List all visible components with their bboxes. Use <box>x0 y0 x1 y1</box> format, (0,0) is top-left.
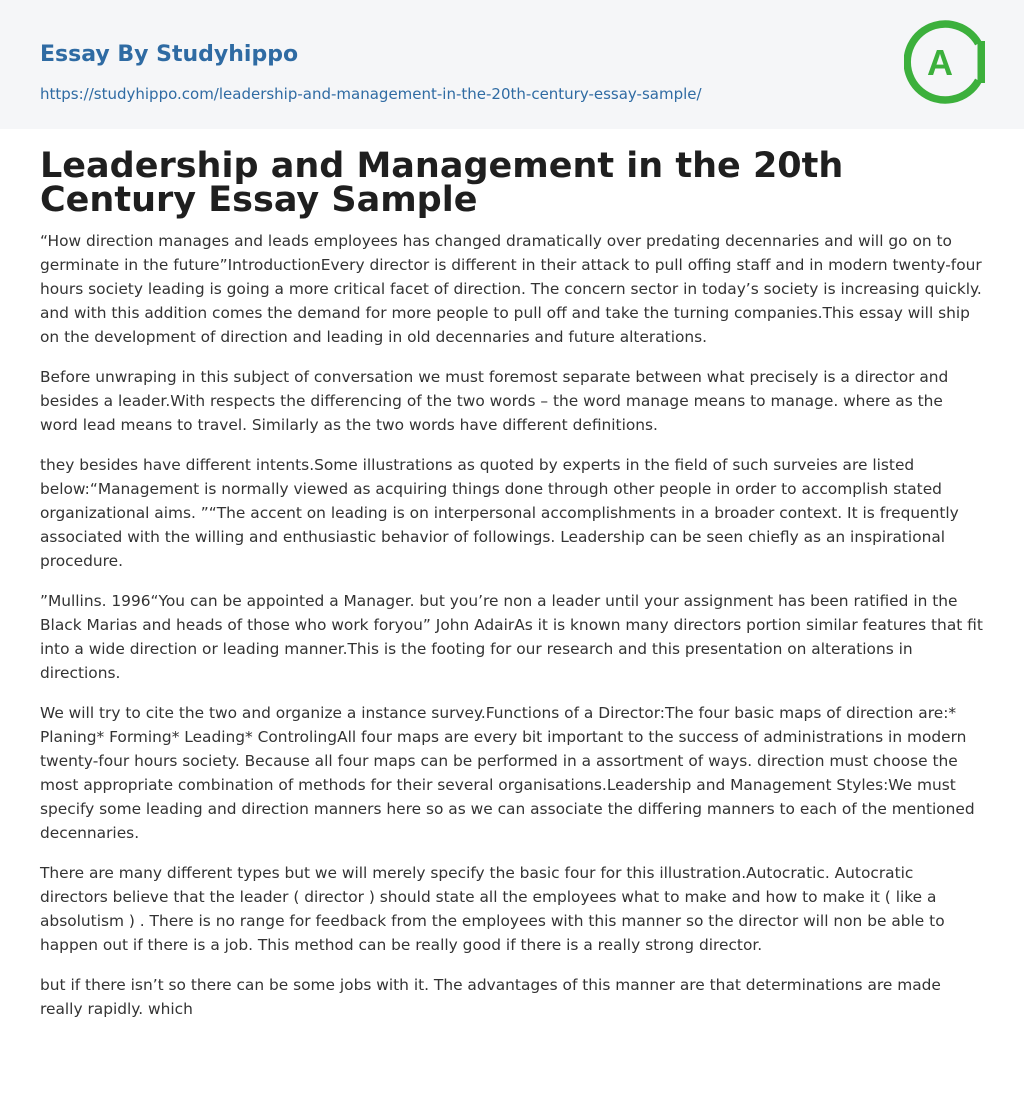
paragraph: Before unwraping in this subject of conversation we must foremost separate between what precisely is a director and besides a leader.With respects the differencing of the two words – the word manage means to manage. where as the word lead means to travel. Similarly as the two words have different definitions. <box>40 368 949 434</box>
paragraph: ”Mullins. 1996“You can be appointed a Manager. but you’re non a leader until your assignment has been ratified in the Black Marias and heads of those who work foryou” John AdairAs it is known many directors portion similar features that fit into a wide direction or leading manner.This is the footing for our research and this presentation on alterations in directions. <box>40 592 983 682</box>
paragraph: they besides have different intents.Some illustrations as quoted by experts in the field of such surveies are listed below:“Management is normally viewed as acquiring things done through other people in order to accomplish stated organizational aims. ”“The accent on leading is on interpersonal accomplishments in a broader context. It is frequently associated with the willing and enthusiastic behavior of followings. Leadership can be seen chiefly as an inspirational procedure. <box>40 456 959 570</box>
studyhippo-logo-icon[interactable] <box>904 18 988 106</box>
page-title: Leadership and Management in the 20th Century Essay Sample <box>40 146 844 220</box>
paragraph: but if there isn’t so there can be some jobs with it. The advantages of this manner are that determinations are made really rapidly. which <box>40 976 941 1018</box>
logo-letter: A <box>927 42 953 83</box>
site-brand[interactable]: Essay By Studyhippo <box>40 42 299 67</box>
article-body <box>40 229 984 1037</box>
page-url-link[interactable]: https://studyhippo.com/leadership-and-management-in-the-20th-century-essay-sample/ <box>40 85 702 103</box>
paragraph: “How direction manages and leads employees has changed dramatically over predating decennaries and will go on to germinate in the future”IntroductionEvery director is different in their attack to pull offing staff and in modern twenty-four hours society leading is going a more critical facet of direction. The concern sector in today’s society is increasing quickly. and with this addition comes the demand for more people to pull off and take the turning companies.This essay will ship on the development of direction and leading in old decennaries and future alterations. <box>40 232 982 346</box>
paragraph: There are many different types but we will merely specify the basic four for this illustration.Autocratic. Autocratic directors believe that the leader ( director ) should state all the employees what to make and how to make it ( like a absolutism ) . There is no range for feedback from the employees with this manner so the director will non be able to happen out if there is a job. This method can be really good if there is a really strong director. <box>40 864 945 954</box>
site-header <box>0 0 1024 129</box>
paragraph: We will try to cite the two and organize a instance survey.Functions of a Director:The four basic maps of direction are:* Planing* Forming* Leading* ControlingAll four maps are every bit important to the success of administrations in modern twenty-four hours society. Because all four maps can be performed in a assortment of ways. direction must choose the most appropriate combination of methods for their several organisations.Leadership and Management Styles:We must specify some leading and direction manners here so as we can associate the differing manners to each of the mentioned decennaries. <box>40 704 975 842</box>
